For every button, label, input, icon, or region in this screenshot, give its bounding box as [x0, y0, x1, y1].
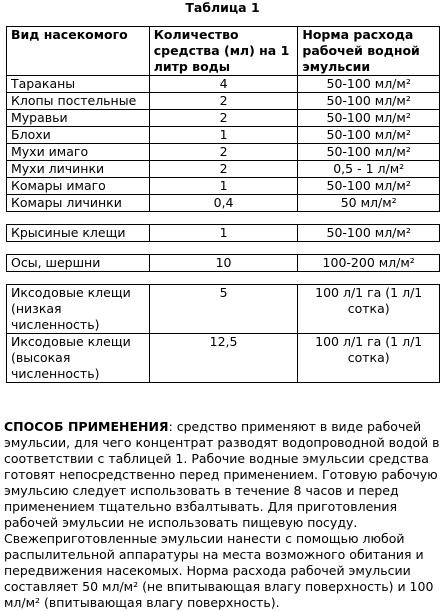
cell-rate: 50-100 мл/м² — [298, 225, 440, 242]
table-spacer — [7, 242, 440, 255]
cell-amount: 12,5 — [149, 334, 298, 383]
cell-amount: 2 — [149, 110, 298, 127]
table-row — [7, 93, 440, 110]
cell-insect: Иксодовые клещи (высокая численность) — [7, 334, 150, 383]
cell-amount: 0,4 — [149, 195, 298, 212]
cell-insect: Мухи личинки — [7, 161, 150, 178]
table-row — [7, 255, 440, 272]
cell-rate: 50-100 мл/м² — [298, 110, 440, 127]
cell-rate: 0,5 - 1 л/м² — [298, 161, 440, 178]
cell-rate: 50-100 мл/м² — [298, 178, 440, 195]
cell-insect: Осы, шершни — [7, 255, 150, 272]
cell-amount: 2 — [149, 161, 298, 178]
cell-insect: Крысиные клещи — [7, 225, 150, 242]
cell-insect: Комары имаго — [7, 178, 150, 195]
table-row — [7, 195, 440, 212]
cell-amount: 2 — [149, 144, 298, 161]
cell-rate: 50-100 мл/м² — [298, 76, 440, 93]
table-row — [7, 127, 440, 144]
cell-amount: 1 — [149, 225, 298, 242]
cell-rate: 100-200 мл/м² — [298, 255, 440, 272]
header-rate: Норма расхода рабочей водной эмульсии — [298, 27, 440, 76]
cell-insect: Тараканы — [7, 76, 150, 93]
table-row — [7, 110, 440, 127]
table-row — [7, 334, 440, 383]
table-header-row — [7, 27, 440, 76]
header-amount: Количество средства (мл) на 1 литр воды — [149, 27, 298, 76]
cell-amount: 10 — [149, 255, 298, 272]
usage-text: : средство применяют в виде рабочей эмульсии, для чего концентрат разводят водопроводной водой в соответствии с таблицей 1. Рабочие водные эмульсии средства готовят непосредственно перед применением. Готовую рабочую эмульсию следует использовать в течение 8 часов и перед применением тщательно взбалтывать. Для приготовления рабочей эмульсии не использовать пищевую посуду. Свежеприготовленные эмульсии нанести с помощью любой распылительной аппаратуры на места возможного обитания и передвижения насекомых. Норма расхода рабочей эмульсии составляет 50 мл/м² (не впитывающая влагу поверхность) и 100 мл/м² (впитывающая влагу поверхность). — [4, 418, 440, 610]
table-row — [7, 178, 440, 195]
cell-insect: Комары личинки — [7, 195, 150, 212]
table-spacer — [7, 272, 440, 285]
cell-insect: Мухи имаго — [7, 144, 150, 161]
cell-rate: 50-100 мл/м² — [298, 127, 440, 144]
cell-insect: Иксодовые клещи (низкая численность) — [7, 285, 150, 334]
usage-instructions — [4, 419, 444, 611]
cell-rate: 50-100 мл/м² — [298, 144, 440, 161]
cell-amount: 5 — [149, 285, 298, 334]
cell-insect: Клопы постельные — [7, 93, 150, 110]
usage-heading: СПОСОБ ПРИМЕНЕНИЯ — [4, 418, 169, 434]
cell-rate: 50 мл/м² — [298, 195, 440, 212]
cell-rate: 100 л/1 га (1 л/1 сотка) — [298, 285, 440, 334]
cell-amount: 1 — [149, 127, 298, 144]
cell-rate: 100 л/1 га (1 л/1 сотка) — [298, 334, 440, 383]
table-row — [7, 285, 440, 334]
table-spacer — [7, 212, 440, 225]
dosage-table — [6, 26, 440, 383]
table-row — [7, 144, 440, 161]
table-row — [7, 225, 440, 242]
table-row — [7, 161, 440, 178]
cell-insect: Муравьи — [7, 110, 150, 127]
table-row — [7, 76, 440, 93]
cell-amount: 1 — [149, 178, 298, 195]
header-insect: Вид насекомого — [7, 27, 150, 76]
cell-amount: 4 — [149, 76, 298, 93]
table-title: Таблица 1 — [185, 0, 260, 15]
cell-rate: 50-100 мл/м² — [298, 93, 440, 110]
cell-amount: 2 — [149, 93, 298, 110]
cell-insect: Блохи — [7, 127, 150, 144]
